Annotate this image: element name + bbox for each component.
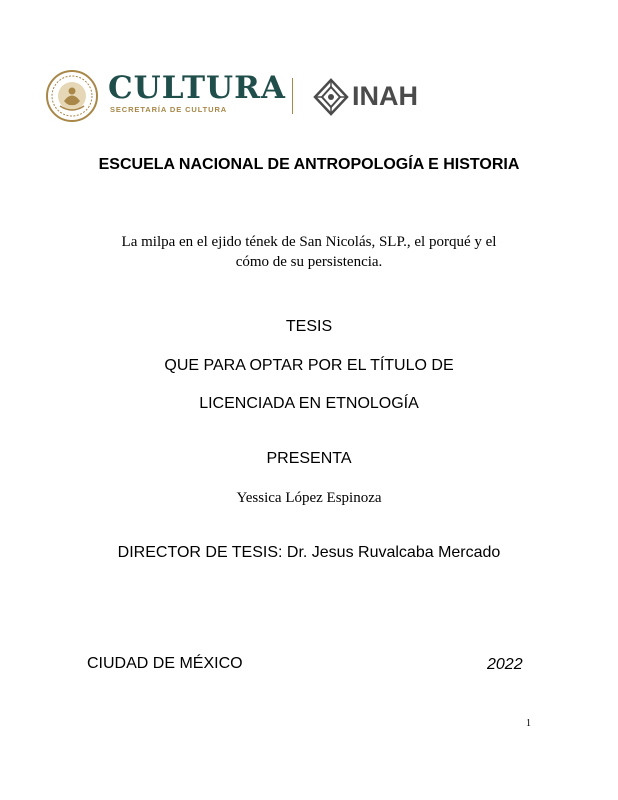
national-seal-logo: [46, 70, 98, 122]
cultura-logo-text: CULTURA: [108, 70, 286, 106]
degree-line-2: LICENCIADA EN ETNOLOGÍA: [199, 395, 419, 412]
cultura-logo-subtitle: SECRETARÍA DE CULTURA: [110, 105, 228, 114]
thesis-title: [0, 232, 618, 272]
document-type: TESIS: [285, 318, 333, 335]
author-name: Yessica López Espinoza: [236, 490, 382, 506]
inah-logo-text: INAH: [352, 81, 418, 111]
logo-divider: [292, 78, 293, 114]
institution-name: ESCUELA NACIONAL DE ANTROPOLOGÍA E HISTORIA: [98, 156, 520, 173]
page-number: 1: [526, 718, 531, 729]
thesis-title-line-1: La milpa en el ejido tének de San Nicolás, SLP., el porqué y el: [121, 234, 497, 250]
year: 2022: [487, 656, 523, 673]
city: CIUDAD DE MÉXICO: [87, 655, 243, 672]
institutional-logos: [46, 68, 436, 124]
thesis-title-line-2: cómo de su persistencia.: [235, 254, 383, 270]
degree-line-1: QUE PARA OPTAR POR EL TÍTULO DE: [164, 357, 454, 374]
inah-glyph-icon: [312, 78, 350, 116]
thesis-director: DIRECTOR DE TESIS: Dr. Jesus Ruvalcaba Mercado: [117, 544, 501, 561]
presents-label: PRESENTA: [266, 450, 352, 467]
